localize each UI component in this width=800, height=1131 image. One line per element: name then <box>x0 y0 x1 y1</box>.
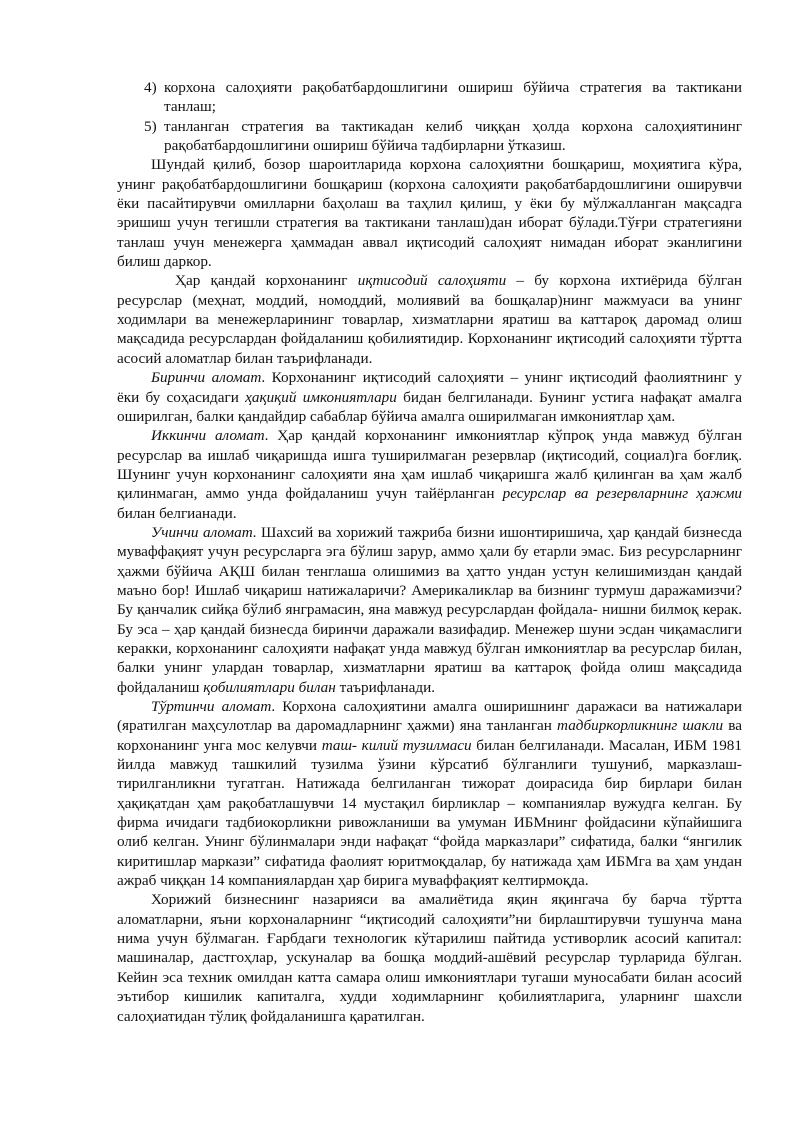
text-run: . Корхона салоҳиятини амалга оширишнинг даражаси ва натижалари (яратилган маҳсулотлар ва даромадларнинг ҳажми) яна танланган <box>117 698 743 735</box>
paragraph <box>117 523 742 697</box>
text-run: Хорижий бизнеснинг назарияси ва амалиётида яқин яқингача бу барча тўртта аломатларни, яъни корхоналарнинг “иқтисодий салоҳияти”ни бирлаштирувчи тушунча мана нима учун бўлмаган. Ғарбдаги технологик кўтарилиш пайтида устиворлик асосий капитал: машиналар, дастгоҳлар, ускуналар ва бошқа моддий-ашёвий ресурслар турларида бўлган. Кейин эса техник омилдан катта самара олиш имкониятлари тугаши муносабати билан асосий эътибор кишилик капиталга, худди ходимларнинг қобилиятларига, уларнинг шахсли салоҳиатидан тўлиқ фойдаланишга қаратилган. <box>117 891 742 1025</box>
italic-text: Биринчи аломат <box>151 369 262 387</box>
paragraph <box>117 155 742 271</box>
text-run: Шундай қилиб, бозор шароитларида корхона салоҳиятни бошқариш, моҳиятига кўра, унинг рақобатбардошлигини бошқариш (корхона салоҳияти рақобатбардошлигини оширувчи ёки пасайтирувчи омилларни баҳолаш ва таҳлил қилиш, у ёки бу мўлжалланган мақсадга эришиш учун тегишли стратегия ва тактикани танлаш)дан иборат бўлади.Тўғри стратегияни танлаш учун менежерга ҳаммадан аввал иқтисодий салоҳият нимадан иборат эканлигини билиш даркор. <box>117 156 742 271</box>
paragraph <box>117 890 742 1025</box>
paragraph <box>117 271 742 368</box>
text-run: таърифланади. <box>335 678 436 696</box>
numbered-list <box>117 78 742 155</box>
italic-text: ҳақиқий имкониятлари <box>245 388 397 406</box>
list-number: 4) <box>144 79 157 96</box>
italic-text: таш- килий тузилмаси <box>321 736 472 754</box>
paragraph <box>117 426 742 523</box>
text-run: . Шахсий ва хорижий тажриба бизни ишонтиришича, ҳар қандай бизнесда муваффақият учун ресурсларга эга бўлиш зарур, аммо ҳали бу етарли эмас. Биз ресурсларнинг ҳажми бўйича АҚШ билан тенглаша олишимиз ва ҳатто ундан устун келишимиздан қандай маъно бор! Ишлаб чиқариш натижаларичи? Америкаликлар ва бизнинг турмуш даражамизчи? Бу қанчалик сийқа бўлиб янграмасин, яна мавжуд ресурслардан фойдала- нишни билмоқ керак. Бу эса – ҳар қандай бизнесда биринчи даражали вазифадир. Менежер шуни эсдан чиқамаслиги керакки, корхонанинг салоҳияти нафақат унда мавжуд бўлган имкониятлар ва ресурслар билан, балки унинг улардан товарлар, хизматларни яратиш ва каттароқ фойда олиш мақсадида фойдаланиш <box>117 523 742 696</box>
paragraph <box>117 368 742 426</box>
document-body <box>117 78 742 1026</box>
text-run: билан белгиланади. Масалан, ИБМ 1981 йилда мавжуд ташкилий тузилма ўзини кўрсатиб бўлганлиги тушуниб, марказлаш- тирилганликни тугатган. Натижада белгиланган тижорат доирасида бир бирлари билан ҳақиқатдан ҳам рақобатлашувчи 14 мустақил бирликлар – компаниялар вужудга келган. Бу фирма ичидаги тадбиокорликни ривожланиши ва умуман ИБМнинг фойдасини кўпайишига олиб келган. Унинг бўлинмалари энди нафақат “фойда марказлари” сифатида, балки “янгилик киритишлар маркази” сифатида фаолият юритмоқдалар, бу натижада ҳам ИБМга ва ҳам ундан ажраб чиққан 14 компаниялардан ҳар бирига муваффақият келтирмоқда. <box>117 736 742 890</box>
italic-text: Учинчи аломат <box>151 523 253 541</box>
paragraphs <box>117 155 742 1025</box>
text-run: . Ҳар қандай корхонанинг имкониятлар кўпроқ унда мавжуд бўлган ресурслар ва ишлаб чиқаришда ишга туширилмаган резервлар (иқтисодий, социал)га боғлиқ. Шунинг учун корхонанинг салоҳияти яна ҳам ишлаб чиқаришга жалб қилинган ва ҳам жалб қилинмаган, аммо унда фойдаланиш учун тайёрланган <box>117 427 742 503</box>
italic-text: Иккинчи аломат <box>151 427 265 445</box>
text-run: ва корхонанинг унга мос келувчи <box>117 717 742 754</box>
text-run: – бу корхона ихтиёрида бўлган ресурслар (меҳнат, моддий, номоддий, молиявий ва бошқалар)нинг мажмуаси ва унинг ходимлари ва менежерларининг товарлар, хизматларни яратиш ва каттароқ даромад олиш мақсадида ресурслардан фойдаланиш қобилиятидир. Корхонанинг иқтисодий салоҳияти тўртта асосий аломатлар билан таърифланади. <box>117 272 742 367</box>
list-item <box>117 117 742 156</box>
text-run: билан белгианади. <box>117 504 237 522</box>
italic-text: Тўртинчи аломат <box>151 698 272 715</box>
italic-text: тадбиркорликнинг шакли <box>557 717 724 735</box>
italic-text: ресурслар ва резервларнинг ҳажми <box>502 485 742 503</box>
list-item <box>117 78 742 117</box>
italic-text: иқтисодий салоҳияти <box>357 272 507 290</box>
italic-text: қобилиятлари билан <box>203 678 336 696</box>
list-number: 5) <box>144 117 157 135</box>
text-run: Ҳар қандай корхонанинг <box>175 272 358 290</box>
text-run: бидан белгиланади. Бунинг устига нафақат амалга оширилган, балки қандайдир сабаблар бўйича амалга оширилмаган имкониятлар ҳам. <box>117 388 742 425</box>
text-run: . Корхонанинг иқтисодий салоҳияти – унинг иқтисодий фаолиятнинг у ёки бу соҳасидаги <box>117 369 742 406</box>
list-item-text: корхона салоҳияти рақобатбардошлигини ошириш бўйича стратегия ва тактикани танлаш; <box>164 79 742 116</box>
paragraph <box>117 697 742 890</box>
list-item-text: танланган стратегия ва тактикадан келиб чиққан ҳолда корхона салоҳиятининг рақобатбардошлигини ошириш бўйича тадбирларни ўтказиш. <box>164 117 742 155</box>
